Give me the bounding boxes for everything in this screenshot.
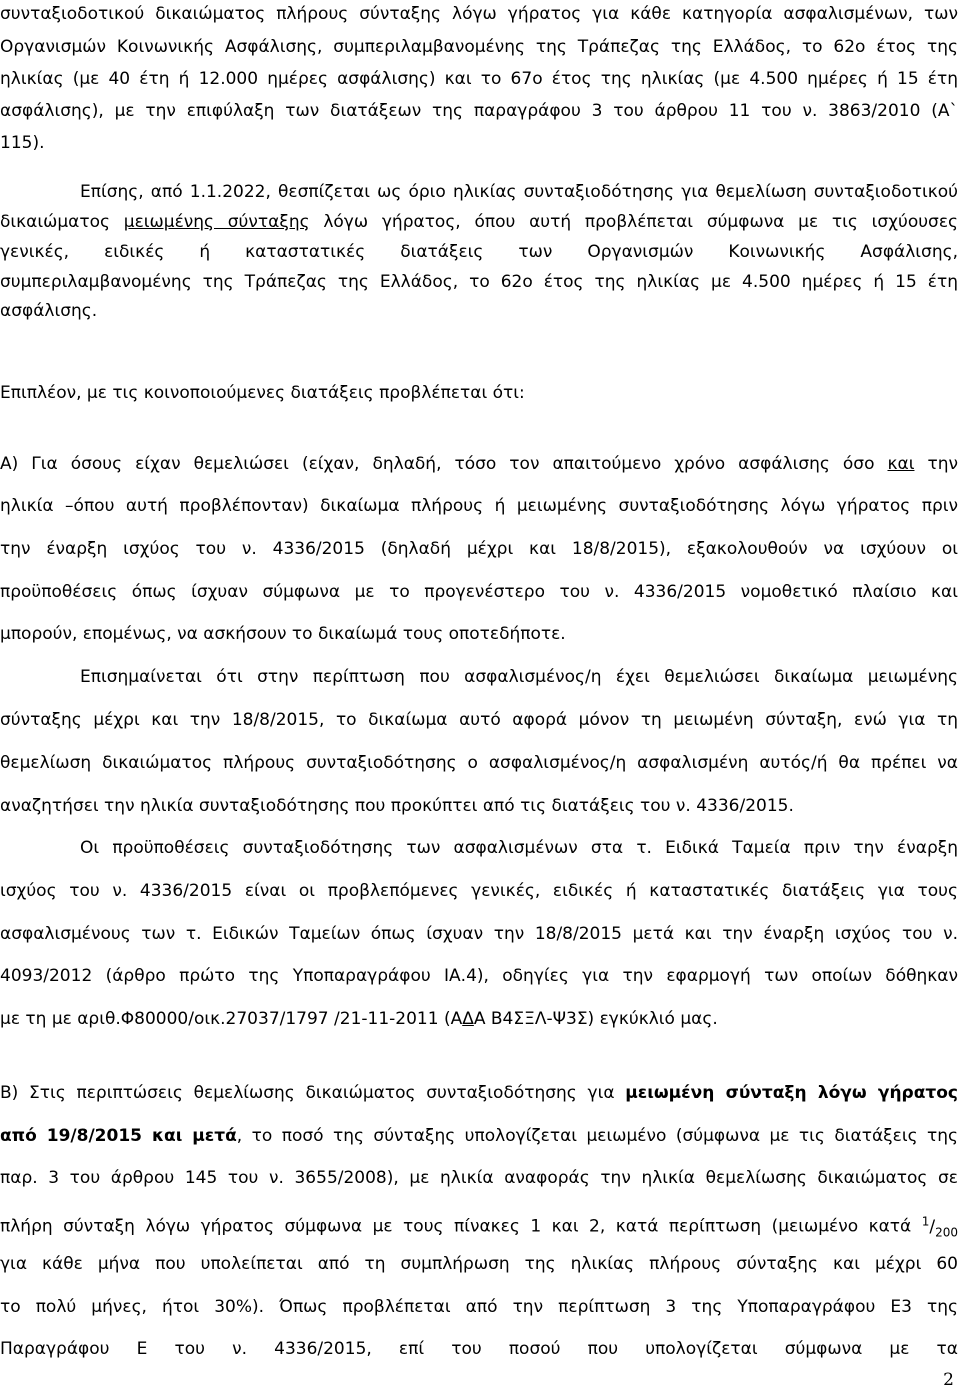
text-line-with-fraction (0, 1209, 958, 1244)
text-line-with-bold (0, 1124, 958, 1148)
text-line: ασφάλισης), με την επιφύλαξη των διατάξεων της παραγράφου 3 του άρθρου 11 του ν. 3863/2010 (Α` (0, 101, 958, 121)
text-line-with-underline (0, 210, 958, 234)
text-line: για κάθε μήνα που υπολείπεται από τη συμπλήρωση της ηλικίας πλήρους σύνταξης και μέχρι 60 (0, 1254, 958, 1274)
text-line: Οι προϋποθέσεις συνταξιοδότησης των ασφαλισμένων στα τ. Ειδικά Ταμεία πριν την έναρξη (80, 838, 958, 858)
intro-line: Επιπλέον, με τις κοινοποιούμενες διατάξεις προβλέπεται ότι: (0, 383, 525, 403)
text-line: Οργανισμών Κοινωνικής Ασφάλισης, συμπεριλαμβανομένης της Τράπεζας της Ελλάδος, το 62ο έτος της (0, 37, 958, 57)
bold-text: από 19/8/2015 και μετά (0, 1126, 237, 1146)
text-segment: λόγω γήρατος, όπου αυτή προβλέπεται σύμφωνα με τις ισχύουσες (323, 212, 958, 232)
text-line: γενικές, ειδικές ή καταστατικές διατάξεις των Οργανισμών Κοινωνικής Ασφάλισης, (0, 242, 958, 262)
text-line: αναζητήσει την ηλικία συνταξιοδότησης που προκύπτει από τις διατάξεις του ν. 4336/2015. (0, 796, 794, 816)
text-line: προϋποθέσεις όπως ίσχυαν σύμφωνα με το προγενέστερο του ν. 4336/2015 νομοθετικό πλαίσιο και (0, 582, 958, 602)
text-line: ασφάλισης. (0, 301, 98, 321)
text-segment: την (927, 454, 959, 474)
text-segment: Β) Στις περιπτώσεις θεμελίωσης δικαιώματος συνταξιοδότησης για (0, 1083, 615, 1103)
text-line: θεμελίωση δικαιώματος πλήρους συνταξιοδότησης ο ασφαλισμένος/η ασφαλισμένη αυτός/ή θα πρέπει να (0, 753, 958, 773)
text-segment: , το ποσό της σύνταξης υπολογίζεται μειωμένο (σύμφωνα με τις διατάξεις της (236, 1126, 958, 1146)
text-line-with-underline (0, 1007, 958, 1031)
text-line: ηλικίας (με 40 έτη ή 12.000 ημέρες ασφάλισης) και το 67ο έτος της ηλικίας (με 4.500 ημέρες ή 15 έτη (0, 69, 958, 89)
text-segment: πλήρη σύνταξη λόγω γήρατος σύμφωνα με τους πίνακες 1 και 2, κατά περίπτωση (μειωμένο κατά (0, 1216, 912, 1237)
text-line: Επίσης, από 1.1.2022, θεσπίζεται ως όριο ηλικίας συνταξιοδότησης για θεμελίωση συνταξιοδοτικού (80, 182, 958, 202)
text-line: σύνταξης μέχρι και την 18/8/2015, το δικαίωμα αυτό αφορά μόνον τη μειωμένη σύνταξη, ενώ για τη (0, 710, 958, 730)
text-line: ασφαλισμένους των τ. Ειδικών Ταμείων όπως ίσχυαν την 18/8/2015 μετά και την έναρξη ισχύος του ν. (0, 924, 958, 944)
text-segment: δικαιώματος (0, 212, 111, 232)
fraction-numerator: 1 (921, 1214, 930, 1228)
text-line: συμπεριλαμβανομένης της Τράπεζας της Ελλάδος, το 62ο έτος της ηλικίας με 4.500 ημέρες ή 15 έτη (0, 272, 958, 292)
fraction (921, 1214, 959, 1240)
text-line: συνταξιοδοτικού δικαιώματος πλήρους σύνταξης λόγω γήρατος για κάθε κατηγορία ασφαλισμένων, των (0, 4, 958, 24)
underlined-text: Δ (462, 1009, 474, 1029)
text-line: το πολύ μήνες, ήτοι 30%). Όπως προβλέπεται από την περίπτωση 3 της Υποπαραγράφου Ε3 της (0, 1297, 958, 1317)
text-line: ισχύος του ν. 4336/2015 είναι οι προβλεπόμενες γενικές, ειδικές ή καταστατικές διατάξεις για τους (0, 881, 958, 901)
text-line: 115). (0, 133, 45, 153)
fraction-denominator: 200 (935, 1225, 959, 1240)
text-line: Παραγράφου Ε του ν. 4336/2015, επί του ποσού που υπολογίζεται σύμφωνα με τα (0, 1339, 958, 1359)
underlined-text: μειωμένης σύνταξης (123, 212, 310, 232)
text-line: ηλικία –όπου αυτή προβλέπονταν) δικαίωμα πλήρους ή μειωμένης συνταξιοδότησης λόγω γήρατος πριν (0, 496, 958, 516)
text-line: Επισημαίνεται ότι στην περίπτωση που ασφαλισμένος/η έχει θεμελιώσει δικαίωμα μειωμένης (80, 667, 958, 687)
page-number: 2 (943, 1370, 954, 1390)
text-line-with-underline (0, 452, 958, 476)
text-segment: Α) Για όσους είχαν θεμελιώσει (είχαν, δηλαδή, τόσο τον απαιτούμενο χρόνο ασφάλισης όσο (0, 454, 875, 474)
text-segment: Α Β4ΣΞΛ-Ψ3Σ) εγκύκλιό μας. (473, 1009, 718, 1029)
text-line: 4093/2012 (άρθρο πρώτο της Υποπαραγράφου ΙΑ.4), οδηγίες για την εφαρμογή των οποίων δόθηκαν (0, 966, 958, 986)
underlined-text: και (887, 454, 915, 474)
fraction-slash: / (929, 1216, 936, 1237)
text-line: μπορούν, επομένως, να ασκήσουν το δικαίωμά τους οποτεδήποτε. (0, 624, 566, 644)
text-line: παρ. 3 του άρθρου 145 του ν. 3655/2008), με ηλικία αναφοράς την ηλικία θεμελίωσης δικαιώματος σε (0, 1168, 958, 1188)
text-line: την έναρξη ισχύος του ν. 4336/2015 (δηλαδή μέχρι και 18/8/2015), εξακολουθούν να ισχύουν οι (0, 539, 958, 559)
bold-text: μειωμένη σύνταξη λόγω γήρατος (625, 1083, 959, 1103)
text-segment: με τη με αριθ.Φ80000/οικ.27037/1797 /21-11-2011 (Α (0, 1009, 463, 1029)
text-line-with-bold (0, 1081, 958, 1105)
